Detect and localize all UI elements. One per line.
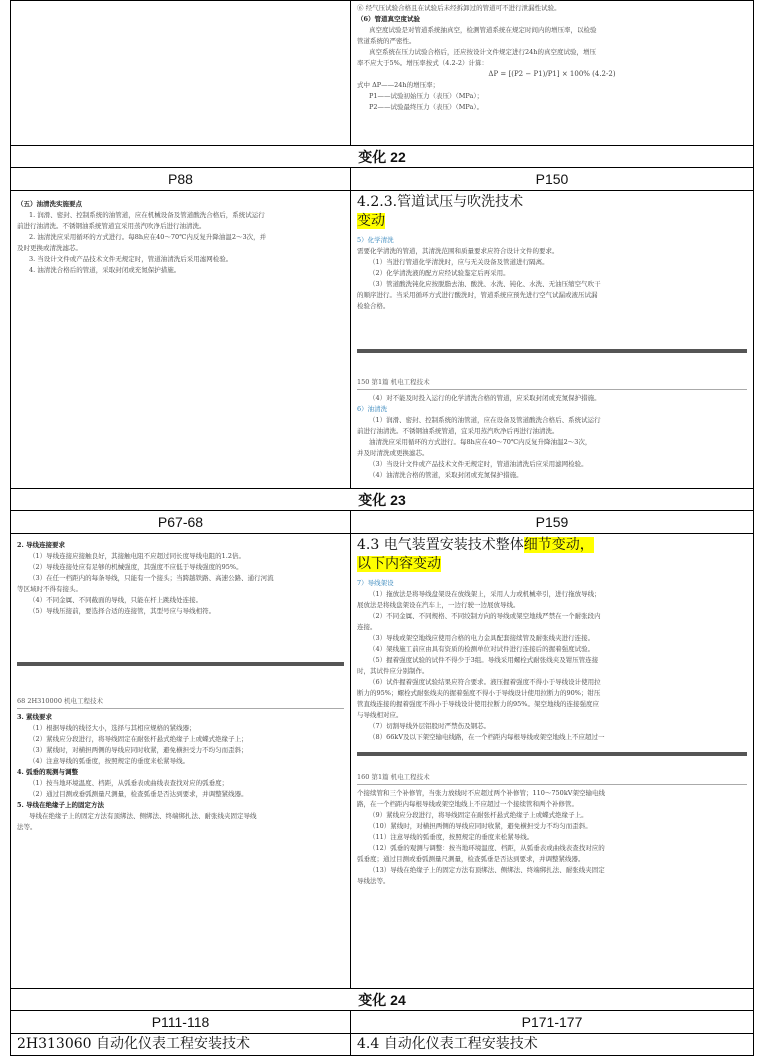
scan-line: 与导线相对应。: [357, 711, 403, 719]
scan-line: （12）弧垂的观测与调整：按当地环境温度、档距，从弧垂表或曲线表查找对应的: [369, 844, 605, 852]
section-title: 变化 23: [358, 491, 406, 508]
scan-line: （2）不同金属、不同规格、不同绞制方向的导线或架空地线严禁在一个耐张段内: [369, 612, 601, 620]
scan-line: （9）紧线应分段进行，将导线固定在耐张杆悬式绝缘子上或蝶式绝缘子上。: [369, 811, 588, 819]
page-divider: [357, 349, 747, 353]
table-row: [10, 534, 754, 989]
scan-excerpt-wire-erection: [351, 576, 753, 889]
right-page-ref: P159: [535, 514, 569, 530]
scan-line: （1）当进行管道化学清洗时，应与无关设备及管道进行隔离。: [369, 258, 549, 266]
section-title: 变化 24: [358, 991, 406, 1008]
scan-line: 个接续管和三个补修管，当张力放线时不应超过两个补修管；110～750kV架空输电线: [357, 789, 605, 797]
scan-line: 弧垂度；通过目测或垂弧测量尺测量，检查弧垂是否达到要求，并调整紧线器。: [357, 855, 585, 863]
scan-line: （7）切割导线外层铝股时严禁伤及钢芯。: [369, 722, 491, 730]
scan-line: 真空度试验是对管道系统抽真空，检测管道系统在规定时间内的增压率，以检验: [369, 26, 597, 34]
note-heading: 4.2.3.管道试压与吹洗技术: [357, 194, 524, 210]
right-section-heading: 4.4 自动化仪表工程安装技术: [357, 1036, 538, 1052]
scan-line: （11）注意导线的弧垂度，按照规定的垂度来松紧导线。: [369, 833, 534, 841]
section-title: 变化 22: [358, 148, 406, 165]
scan-line: （4）架线施工前应由具有资质的检测单位对试件进行连接后的握着强度试验。: [369, 645, 595, 653]
scan-line: 6）油清洗: [357, 405, 388, 413]
scan-line: （13）导线在绝缘子上的固定方法有顶绑法、侧绑法、终端绑扎法、耐张线夹固定: [369, 866, 605, 874]
scan-line: （五）油清洗实施要点: [17, 200, 82, 208]
table-row: [10, 1034, 754, 1056]
right-page-ref: P150: [535, 171, 569, 187]
scan-line: 1. 润滑、密封、控制系统的油管道，应在机械设备及管道酸洗合格后，系统试运行: [29, 211, 265, 219]
scan-line: （3）在任一档距内的每条导线，只能有一个接头；当跨越铁路、高速公路、通行河流: [29, 574, 274, 582]
scan-line: （10）紧线时，对横担两侧的导线应同时收紧，避免横担受力不均匀而歪斜。: [369, 822, 592, 830]
scan-line: 前进行油清洗。不锈钢油系统管道，宜采用蒸汽吹净后再进行油清洗。: [357, 427, 559, 435]
book-page-header: 160 第1篇 机电工程技术: [357, 770, 747, 785]
scan-line: P1——试验初始压力（表压）（MPa）；: [369, 92, 484, 100]
scan-line: 等区域时不得有接头。: [17, 585, 82, 593]
highlight-text: 细节变动，: [523, 537, 594, 553]
scan-excerpt-chemical-cleaning: [351, 233, 753, 483]
scan-line: 及时更换或清洗滤芯。: [17, 244, 82, 252]
scan-line: （3）紧线时，对横担两侧的导线应同时收紧，避免横担受力不均匀而歪斜；: [29, 746, 248, 754]
scan-line: 前进行油清洗。不锈钢油系统管道宜采用蒸汽吹净后进行油清洗。: [17, 222, 206, 230]
scan-line: 导线在绝缘子上的固定方法有顶绑法、侧绑法、终端绑扎法、耐张线夹固定导线: [29, 812, 257, 820]
change-note: [351, 191, 753, 233]
right-cell-change-23: [351, 534, 753, 988]
comparison-table: [10, 0, 754, 1056]
scan-line: （3）管道酸洗钝化应按脱脂去油、酸洗、水洗、钝化、水洗、无油压缩空气吹干: [369, 280, 601, 288]
section-title-row: [10, 489, 754, 511]
scan-line: 并及时清洗或更换滤芯。: [357, 449, 429, 457]
scan-excerpt-wire-connection: [11, 534, 351, 988]
scan-excerpt-oil-cleaning: [11, 191, 351, 488]
scan-line: （8）66kV及以下架空输电线路，在一个档距内每根导线或架空地线上不应超过一: [369, 733, 605, 741]
scan-line: 管直线连接的握着强度不得小于导线设计使用拉断力的95%。架空地线的连接强度应: [357, 700, 599, 708]
scan-line: （1）拖放法是将导线盘架设在放线架上，采用人力或机械牵引，进行拖放导线；: [369, 590, 601, 598]
scan-line: （5）握着强度试验的试件不得少于3组。导线采用螺栓式耐张线夹及钳压管连接: [369, 656, 599, 664]
scan-line: P2——试验最终压力（表压）（MPa）。: [369, 103, 484, 111]
page-ref-row: [10, 1011, 754, 1034]
scan-line: 连接。: [357, 623, 377, 631]
scan-line: 导线法等。: [357, 877, 390, 885]
scan-line: 展放法是将线盘架设在汽车上，一边行驶一边展放导线。: [357, 601, 520, 609]
scan-line: 5）化学清洗: [357, 236, 394, 244]
scan-line: 4. 油清洗合格后的管道，采取封闭或充氮保护措施。: [29, 266, 181, 274]
scan-line: （3）导线或架空地线应使用合格的电力金具配套接续管及耐张线夹进行连接。: [369, 634, 595, 642]
scan-line: （5）导线压接前，要选择合适的连接管，其型号应与导线相符。: [29, 607, 216, 615]
scan-line: 率不应大于5%。增压率按式（4.2-2）计算：: [357, 59, 488, 67]
scan-line: （6）管道真空度试验: [357, 15, 421, 23]
scan-line: 断力的95%；螺栓式耐张线夹的握着强度不得小于导线设计使用拉断力的90%；钳压: [357, 689, 601, 697]
scan-line: 管道系统的严密性。: [357, 37, 416, 45]
book-page-header: 150 第1篇 机电工程技术: [357, 375, 747, 390]
scan-line: 式中 ΔP——24h的增压率；: [357, 81, 440, 89]
scan-line: 2. 导线连接要求: [17, 541, 66, 549]
scan-line: 检验合格。: [357, 302, 390, 310]
right-page-ref: P171-177: [521, 1014, 583, 1030]
scan-line: （2）导线连接处应有足够的机械强度，其强度不应低于导线强度的95%。: [29, 563, 243, 571]
scan-line: （2）化学清洗液的配方应经试验鉴定后再采用。: [369, 269, 510, 277]
page-ref-row: [10, 511, 754, 534]
scan-excerpt-vacuum-test: [351, 1, 753, 146]
left-section-heading: 2H313060 自动化仪表工程安装技术: [11, 1034, 351, 1055]
scan-line: （1）导线连接应接触良好，其接触电阻不应超过同长度导线电阻的1.2倍。: [29, 552, 245, 560]
scan-line: （1）按当地环境温度、档距，从弧垂表或曲线表查找对应的弧垂度；: [29, 779, 229, 787]
scan-line: 3. 当设计文件或产品技术文件无规定时，管道油清洗后采用滤网检验。: [29, 255, 233, 263]
left-page-ref: P111-118: [11, 1011, 351, 1033]
highlight-text: 变动: [357, 213, 385, 229]
scan-line: ⑥ 经气压试验合格且在试验后未经拆卸过的管道可不进行泄漏性试验。: [357, 4, 561, 12]
change-note: [351, 534, 753, 576]
scan-line: 7）导线架设: [357, 579, 394, 587]
scan-line: 法等。: [17, 823, 37, 831]
section-title-row: [10, 146, 754, 168]
scan-line: （2）通过目测或垂弧测量尺测量，检查弧垂是否达到要求，并调整紧线器。: [29, 790, 248, 798]
scan-line: （1）润滑、密封、控制系统的油管道，应在设备及管道酸洗合格后、系统试运行: [369, 416, 601, 424]
scan-line: 5. 导线在绝缘子上的固定方法: [17, 801, 105, 809]
right-cell-change-22: [351, 191, 753, 488]
scan-line: 需要化学清洗的管道，其清洗范围和质量要求应符合设计文件的要求。: [357, 247, 559, 255]
scan-line: （3）当设计文件或产品技术文件无规定时，管道油清洗后应采用滤网检验。: [369, 460, 588, 468]
scan-line: 的顺序进行。当采用循环方式进行酸洗时，管道系统应预先进行空气试漏或液压试漏: [357, 291, 598, 299]
page-divider: [17, 662, 344, 666]
scan-line: （6）试件握着强度试验结果应符合要求。液压握着强度不得小于导线设计使用拉: [369, 678, 601, 686]
scan-line: （4）油清洗合格的管道，采取封闭或充氮保护措施。: [369, 471, 523, 479]
scan-line: 4. 弧垂的观测与调整: [17, 768, 79, 776]
left-page-ref: P67-68: [11, 511, 351, 533]
scan-line: 路，在一个档距内每根导线或架空地线上不应超过一个接续管和两个补修管。: [357, 800, 578, 808]
scan-line: （4）注意导线的弧垂度，按照规定的垂度来松紧导线。: [29, 757, 190, 765]
scan-line: （2）紧线应分段进行，将导线固定在耐张杆悬式绝缘子上或蝶式绝缘子上；: [29, 735, 248, 743]
table-row: [10, 0, 754, 146]
highlight-text: 以下内容变动: [357, 556, 441, 572]
scan-line: 3. 紧线要求: [17, 713, 53, 721]
page-ref-row: [10, 168, 754, 191]
book-page-header: 68 2H310000 机电工程技术: [17, 694, 344, 709]
scan-line: （4）不同金属、不同截面的导线，只能在杆上跳线处连接。: [29, 596, 203, 604]
left-cell-empty: [11, 1, 351, 146]
scan-line: 油清洗应采用循环的方式进行。每8h应在40～70℃内反复升降油温2～3次，: [369, 438, 592, 446]
scan-line: （4）对不能及时投入运行的化学清洗合格的管道，应采取封闭或充氮保护措施。: [369, 394, 601, 402]
note-heading: 4.3 电气装置安装技术整体: [357, 537, 524, 553]
scan-line: 真空系统在压力试验合格后，还应按设计文件规定进行24h的真空度试验，增压: [369, 48, 596, 56]
formula-line: ΔP = [(P2 − P1)/P1] × 100% (4.2-2): [488, 70, 616, 78]
scan-line: 2. 油清洗应采用循环的方式进行。每8h应在40～70℃内反复升降油温2～3次，并: [29, 233, 267, 241]
page-divider: [357, 752, 747, 756]
left-page-ref: P88: [11, 168, 351, 190]
section-title-row: [10, 989, 754, 1011]
scan-line: 时，其试件应分别制作。: [357, 667, 429, 675]
scan-line: （1）根据导线的线径大小，选择与其相应规格的紧线器；: [29, 724, 196, 732]
table-row: [10, 191, 754, 489]
